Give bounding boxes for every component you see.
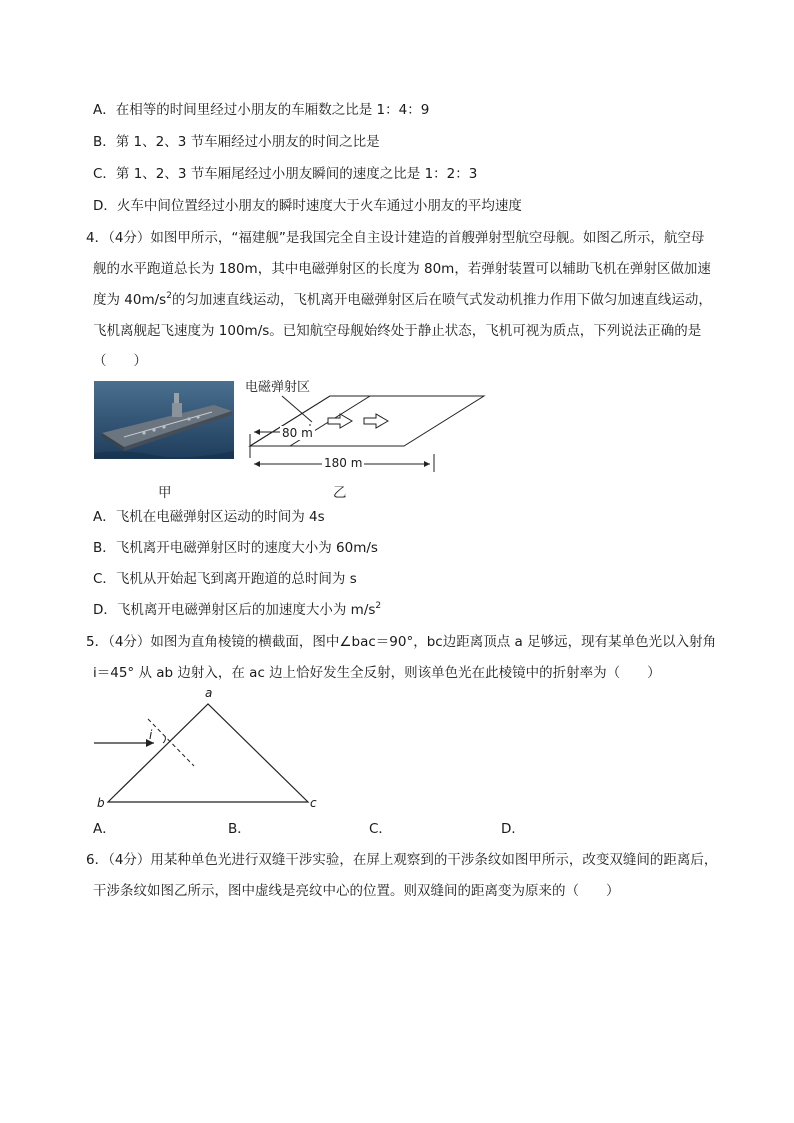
q5-option-a: A．	[93, 821, 116, 837]
figure-caption-yi: 乙	[333, 485, 347, 501]
q4-stem-line1: 4．（4分）如图甲所示，“福建舰”是我国完全自主设计建造的首艘弹射型航空母舰。如图乙所示，航空母	[86, 230, 705, 246]
label-vertex-c: c	[310, 796, 317, 810]
q4-stem-line3: 度为 $40m/s^2$的匀加速直线运动，飞机离开电磁弹射区后在喷气式发动机推力作用下做匀加速直线运动，	[93, 291, 712, 308]
q4-option-a: A．飞机在电磁弹射区运动的时间为 4s	[93, 509, 325, 525]
q5-stem-line1: 5．（4分）如图为直角棱镜的横截面，图中∠bac＝90°，bc边距离顶点 a 足够远，现有某单色光以入射角	[86, 634, 717, 650]
q4-stem-line5: （ ）	[93, 353, 147, 369]
label-80m: 80 m	[282, 426, 313, 440]
zone-pointer-line	[282, 396, 312, 422]
q6-stem-line2: 干涉条纹如图乙所示，图中虚线是亮纹中心的位置。则双缝间的距离变为原来的（ ）	[93, 883, 620, 899]
q3-option-b: B．第 1、2、3 节车厢经过小朋友的时间之比是	[93, 134, 380, 150]
normal-line	[148, 719, 194, 766]
q4-option-b: B．飞机离开电磁弹射区时的速度大小为 60m/s	[93, 540, 378, 556]
q5-stem-line2: i＝45° 从 ab 边射入，在 ac 边上恰好发生全反射，则该单色光在此棱镜中的折射率为（ ）	[93, 665, 661, 681]
q4-option-c: C．飞机从开始起飞到离开跑道的总时间为 s	[93, 571, 357, 587]
aircraft-carrier-photo	[94, 381, 234, 459]
label-angle-i: i	[149, 728, 153, 742]
label-em-zone: 电磁弹射区	[245, 380, 311, 395]
q3-option-d: D．火车中间位置经过小朋友的瞬时速度大于火车通过小朋友的平均速度	[93, 198, 522, 214]
q5-option-b: B．	[228, 821, 251, 837]
q4-stem-line4: 飞机离舰起飞速度为 100m/s。已知航空母舰始终处于静止状态，飞机可视为质点，下列说法正确的是	[93, 323, 702, 339]
q5-option-c: C．	[369, 821, 392, 837]
label-vertex-b: b	[97, 796, 105, 810]
q3-option-c: C．第 1、2、3 节车厢尾经过小朋友瞬间的速度之比是 1：2：3	[93, 166, 478, 182]
figure-caption-jia: 甲	[158, 485, 172, 501]
q5-option-d: D．	[501, 821, 525, 837]
prism-diagram	[90, 686, 330, 812]
q4-option-d: D．飞机离开电磁弹射区后的加速度大小为 $m/s^2$	[93, 601, 382, 618]
q6-stem-line1: 6．（4分）用某种单色光进行双缝干涉实验，在屏上观察到的干涉条纹如图甲所示，改变双缝间的距离后，	[86, 852, 718, 868]
label-vertex-a: a	[205, 686, 213, 700]
q4-stem-line2: 舰的水平跑道总长为 180m，其中电磁弹射区的长度为 80m，若弹射装置可以辅助飞机在弹射区做加速	[93, 261, 711, 277]
label-180m: 180 m	[324, 456, 363, 470]
q3-option-a: A．在相等的时间里经过小朋友的车厢数之比是 1：4：9	[93, 102, 430, 118]
